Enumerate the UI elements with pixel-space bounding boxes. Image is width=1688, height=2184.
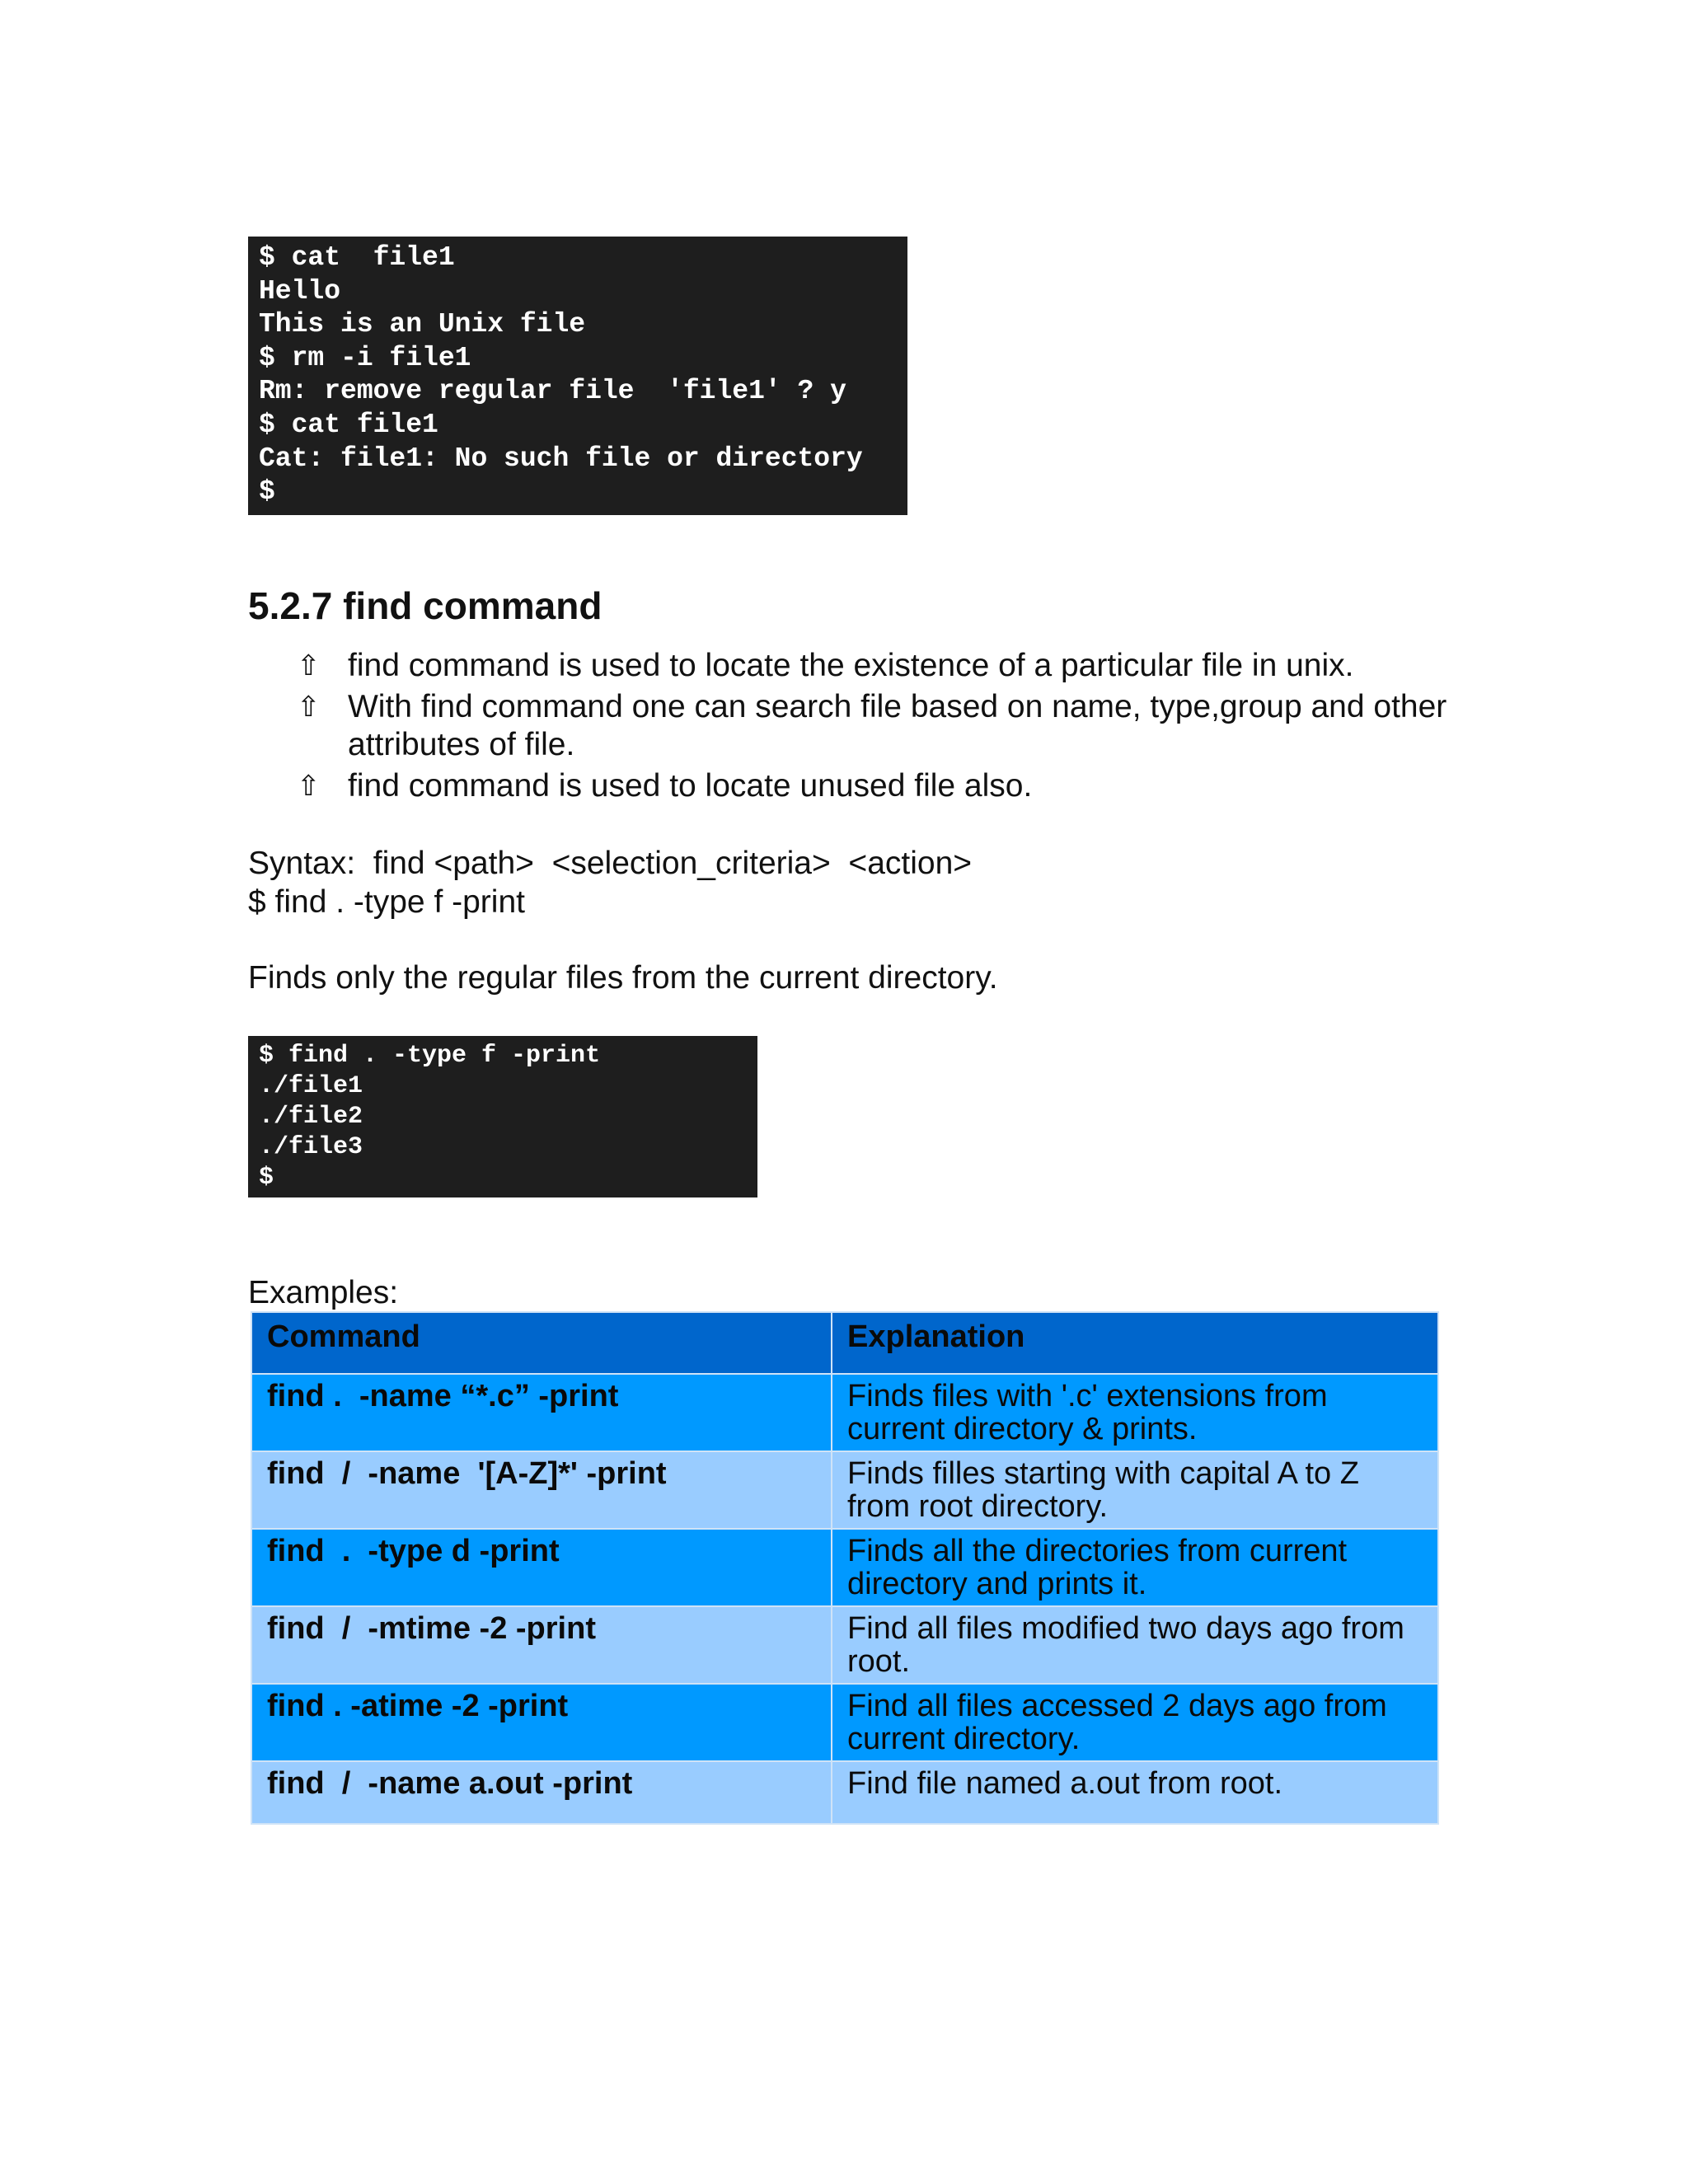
list-item <box>297 767 1451 805</box>
bullet-text: find command is used to locate the existence of a particular file in unix. <box>348 648 1354 683</box>
command-cell: find . -atime -2 -print <box>251 1684 832 1761</box>
explanation-cell: Find all files modified two days ago from root. <box>832 1606 1438 1684</box>
table-row <box>251 1684 1438 1761</box>
terminal-line: $ <box>259 1164 274 1192</box>
example-command-text: $ find . -type f -print <box>248 884 525 920</box>
list-item <box>297 688 1451 764</box>
command-cell: find . -type d -print <box>251 1529 832 1606</box>
bullet-text: With find command one can search file based on name, type,group and other attributes of file. <box>348 689 1447 762</box>
table-row <box>251 1761 1438 1824</box>
terminal-line: $ <box>259 476 275 508</box>
up-arrow-icon: ⇧ <box>297 770 321 803</box>
column-header-command: Command <box>251 1312 832 1374</box>
explanation-cell: Finds files with '.c' extensions from current directory & prints. <box>832 1374 1438 1451</box>
terminal-line: ./file3 <box>259 1133 363 1161</box>
terminal-output-rm <box>248 237 907 515</box>
list-item <box>297 647 1451 685</box>
command-cell: find . -name “*.c” -print <box>251 1374 832 1451</box>
command-cell: find / -mtime -2 -print <box>251 1606 832 1684</box>
up-arrow-icon: ⇧ <box>297 691 321 724</box>
terminal-line: $ rm -i file1 <box>259 342 471 373</box>
table-header-row <box>251 1312 1438 1374</box>
description-text: Finds only the regular files from the current directory. <box>248 960 998 996</box>
terminal-line: $ cat file1 <box>259 242 455 273</box>
terminal-line: This is an Unix file <box>259 309 586 340</box>
explanation-cell: Finds filles starting with capital A to Z from root directory. <box>832 1451 1438 1529</box>
column-header-explanation: Explanation <box>832 1312 1438 1374</box>
bullet-list <box>297 647 1451 808</box>
explanation-cell: Find file named a.out from root. <box>832 1761 1438 1824</box>
terminal-line: Rm: remove regular file 'file1' ? y <box>259 376 846 407</box>
section-heading: 5.2.7 find command <box>248 584 603 627</box>
table-row <box>251 1606 1438 1684</box>
terminal-line: ./file1 <box>259 1072 363 1100</box>
terminal-line: $ cat file1 <box>259 409 438 440</box>
examples-table <box>251 1311 1439 1825</box>
syntax-text: Syntax: find <path> <selection_criteria> <action> <box>248 846 973 881</box>
table-row <box>251 1374 1438 1451</box>
terminal-line: Hello <box>259 275 341 307</box>
terminal-line: $ find . -type f -print <box>259 1042 601 1070</box>
explanation-cell: Find all files accessed 2 days ago from current directory. <box>832 1684 1438 1761</box>
table-row <box>251 1529 1438 1606</box>
command-cell: find / -name '[A-Z]*' -print <box>251 1451 832 1529</box>
bullet-text: find command is used to locate unused file also. <box>348 768 1033 804</box>
terminal-line: Cat: file1: No such file or directory <box>259 443 863 474</box>
table-row <box>251 1451 1438 1529</box>
up-arrow-icon: ⇧ <box>297 649 321 682</box>
examples-label: Examples: <box>248 1275 399 1310</box>
explanation-cell: Finds all the directories from current directory and prints it. <box>832 1529 1438 1606</box>
terminal-output-find <box>248 1036 757 1197</box>
terminal-line: ./file2 <box>259 1103 363 1131</box>
command-cell: find / -name a.out -print <box>251 1761 832 1824</box>
